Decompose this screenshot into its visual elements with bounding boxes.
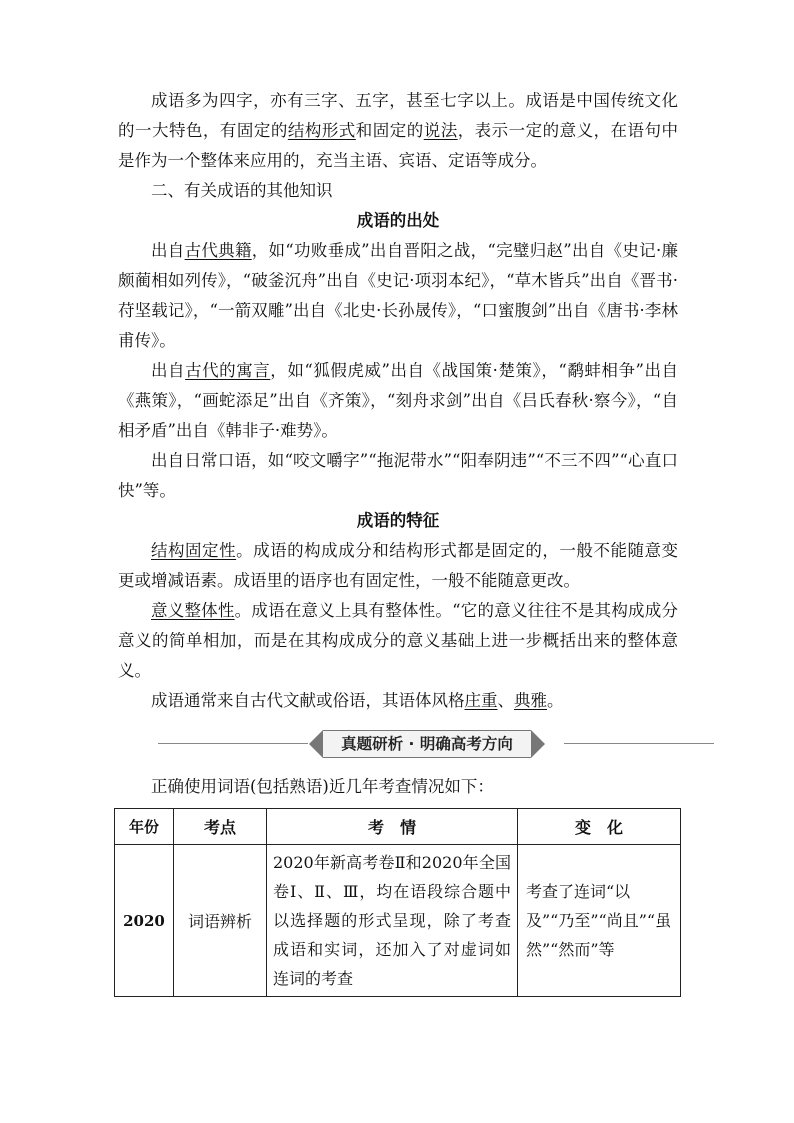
- paragraph-text: 成语通常来自古代文献或俗语，其语体风格: [151, 691, 465, 710]
- paragraph-text: ，如“功败垂成”出自晋阳之战，“完璧归赵”出自《史记·廉颇蔺相如列传》，“破釜沉舟”出自《史记·项羽本纪》，“草木皆兵”出自《晋书·苻坚载记》，“一箭双雕”出自《北史·长孙晟传》，“口蜜腹剑”出自《唐书·李林甫传》。: [118, 241, 678, 350]
- section-heading: 二、有关成语的其他知识: [151, 181, 333, 200]
- header-change: 变 化: [518, 809, 681, 845]
- underlined-term: 结构固定性: [151, 541, 237, 560]
- features-paragraph-1: [118, 536, 678, 596]
- features-paragraph-2: [118, 596, 678, 686]
- header-point: 考点: [174, 809, 267, 845]
- origin-title: 成语的出处: [356, 211, 440, 230]
- table-row: [115, 845, 681, 997]
- banner-title: 真题研析 · 明确高考方向: [323, 730, 531, 758]
- paragraph-text: 、: [497, 691, 514, 710]
- paragraph-text: 出自: [151, 361, 186, 380]
- header-year: 年份: [115, 809, 174, 845]
- table-intro: 正确使用词语(包括熟语)近几年考查情况如下：: [151, 777, 494, 796]
- cell-detail: 2020年新高考卷Ⅱ和2020年全国卷Ⅰ、Ⅱ、Ⅲ，均在语段综合题中以选择题的形式呈现，除了考查成语和实词，还加入了对虚词如连词的考查: [267, 845, 518, 997]
- underlined-term: 古代的寓言: [185, 361, 271, 380]
- features-paragraph-3: [118, 686, 678, 716]
- features-title: 成语的特征: [356, 511, 440, 530]
- origin-paragraph-3: 出自日常口语，如“咬文嚼字”“拖泥带水”“阳奉阴违”“不三不四”“心直口快”等。: [118, 451, 678, 500]
- underlined-term: 庄重: [464, 691, 498, 710]
- underlined-term: 说法: [423, 121, 458, 140]
- cell-point: 词语辨析: [174, 845, 267, 997]
- paragraph-text: 。: [547, 691, 564, 710]
- document-content: [118, 86, 678, 997]
- intro-text: 和固定的: [355, 121, 424, 140]
- intro-paragraph: [118, 86, 678, 176]
- origin-paragraph-2: [118, 356, 678, 446]
- paragraph-text: 出自: [151, 241, 185, 260]
- underlined-term: 典雅: [514, 691, 547, 710]
- exam-table: [114, 808, 681, 997]
- intro-text: ，表示一定的意义，在语句中是作为一个整体来应用的，充当主语、宾语、定语等成分。: [118, 121, 678, 170]
- underlined-term: 古代典籍: [184, 241, 252, 260]
- banner-line-right: [564, 743, 714, 744]
- paragraph-text: 。成语在意义上具有整体性。“它的意义往往不是其构成成分意义的简单相加，而是在其构成成分的意义基础上进一步概括出来的整体意义。: [118, 601, 678, 680]
- underlined-term: 意义整体性: [151, 601, 235, 620]
- header-detail: 考 情: [267, 809, 518, 845]
- section-banner: [118, 726, 678, 762]
- paragraph-text: 。成语的构成成分和结构形式都是固定的，一般不能随意变更或增减语素。成语里的语序也有固定性，一般不能随意更改。: [118, 541, 679, 590]
- cell-change: 考查了连词“以及”“乃至”“尚且”“虽然”“然而”等: [518, 845, 681, 997]
- table-header-row: [115, 809, 681, 845]
- origin-paragraph-1: [118, 236, 678, 356]
- banner-line-left: [158, 743, 308, 744]
- intro-text: 成语多为四字，亦有三字、五字，甚至七字以上。成语是中国传统文化的一大特色，有固定的: [118, 91, 678, 140]
- underlined-term: 结构形式: [287, 121, 356, 140]
- cell-year: 2020: [115, 845, 174, 997]
- paragraph-text: ，如“狐假虎威”出自《战国策·楚策》，“鹬蚌相争”出自《燕策》，“画蛇添足”出自《齐策》，“刻舟求剑”出自《吕氏春秋·察今》，“自相矛盾”出自《韩非子·难势》。: [118, 361, 679, 440]
